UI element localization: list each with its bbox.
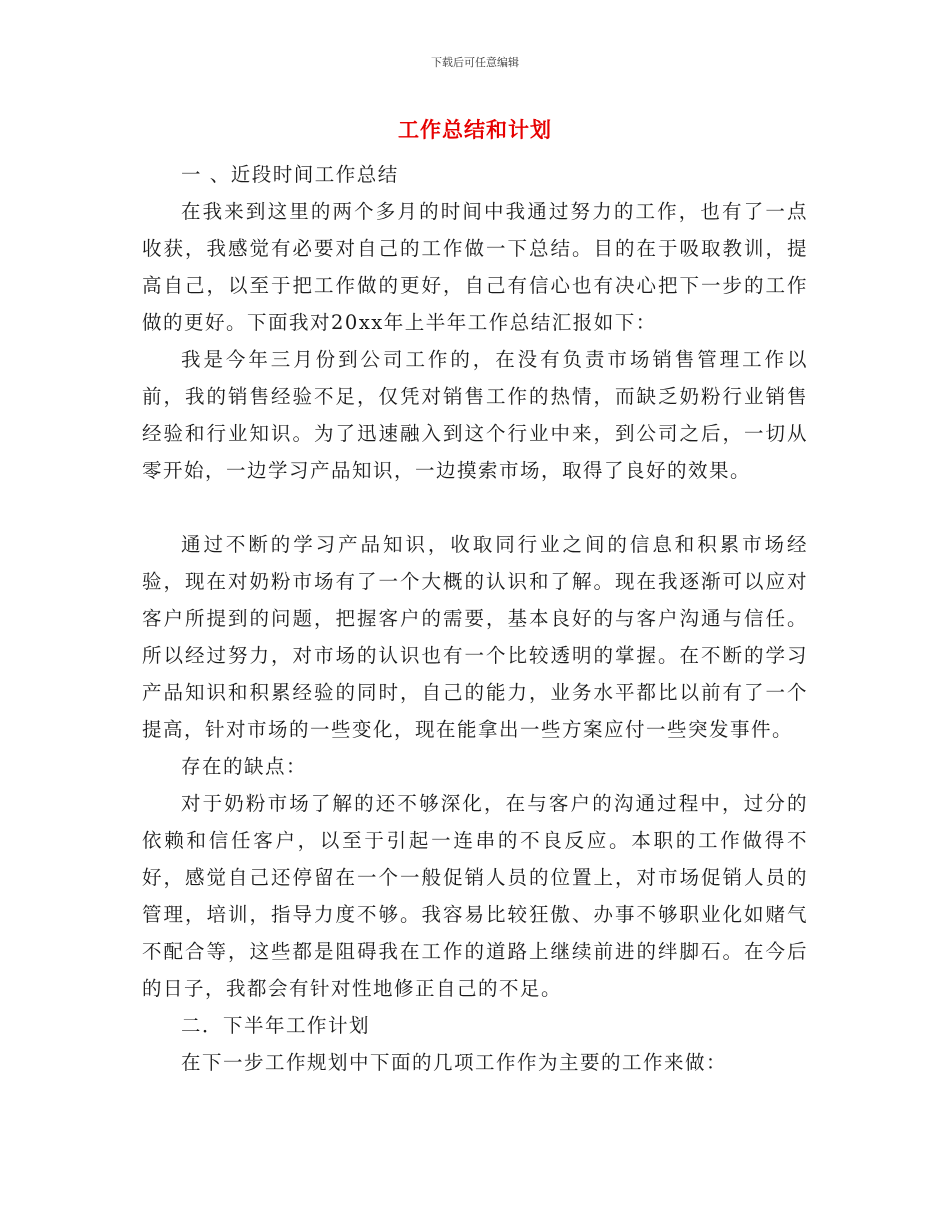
paragraph-intro: 在我来到这里的两个多月的时间中我通过努力的工作，也有了一点收获，我感觉有必要对自己的工作做一下总结。目的在于吸取教训，提高自己，以至于把工作做的更好，自己有信心也有决心把下一步的工作做的更好。下面我对20xx年上半年工作总结汇报如下： — [142, 200, 808, 334]
paragraph-background: 我是今年三月份到公司工作的，在没有负责市场销售管理工作以前，我的销售经验不足，仅凭对销售工作的热情，而缺乏奶粉行业销售经验和行业知识。为了迅速融入到这个行业中来，到公司之后，一切从零开始，一边学习产品知识，一边摸索市场，取得了良好的效果。 — [142, 348, 808, 482]
section-heading-summary: 一 、近段时间工作总结 — [181, 163, 399, 186]
subheading-shortcomings: 存在的缺点： — [181, 755, 308, 778]
paragraph-plan-intro: 在下一步工作规划中下面的几项工作作为主要的工作来做： — [181, 1051, 728, 1074]
paragraph-shortcomings: 对于奶粉市场了解的还不够深化，在与客户的沟通过程中，过分的依赖和信任客户，以至于引起一连串的不良反应。本职的工作做得不好，感觉自己还停留在一个一般促销人员的位置上，对市场促销人员的管理，培训，指导力度不够。我容易比较狂傲、办事不够职业化如赌气不配合等，这些都是阻碍我在工作的道路上继续前进的绊脚石。在今后的日子，我都会有针对性地修正自己的不足。 — [142, 792, 808, 1000]
paragraph-progress: 通过不断的学习产品知识，收取同行业之间的信息和积累市场经验，现在对奶粉市场有了一个大概的认识和了解。现在我逐渐可以应对客户所提到的问题，把握客户的需要，基本良好的与客户沟通与信任。所以经过努力，对市场的认识也有一个比较透明的掌握。在不断的学习产品知识和积累经验的同时，自己的能力，业务水平都比以前有了一个提高，针对市场的一些变化，现在能拿出一些方案应付一些突发事件。 — [142, 533, 808, 741]
document-body — [142, 156, 808, 1081]
section-heading-plan: 二．下半年工作计划 — [181, 1014, 371, 1037]
header-note: 下载后可任意编辑 — [431, 56, 519, 69]
document-title: 工作总结和计划 — [398, 118, 552, 142]
